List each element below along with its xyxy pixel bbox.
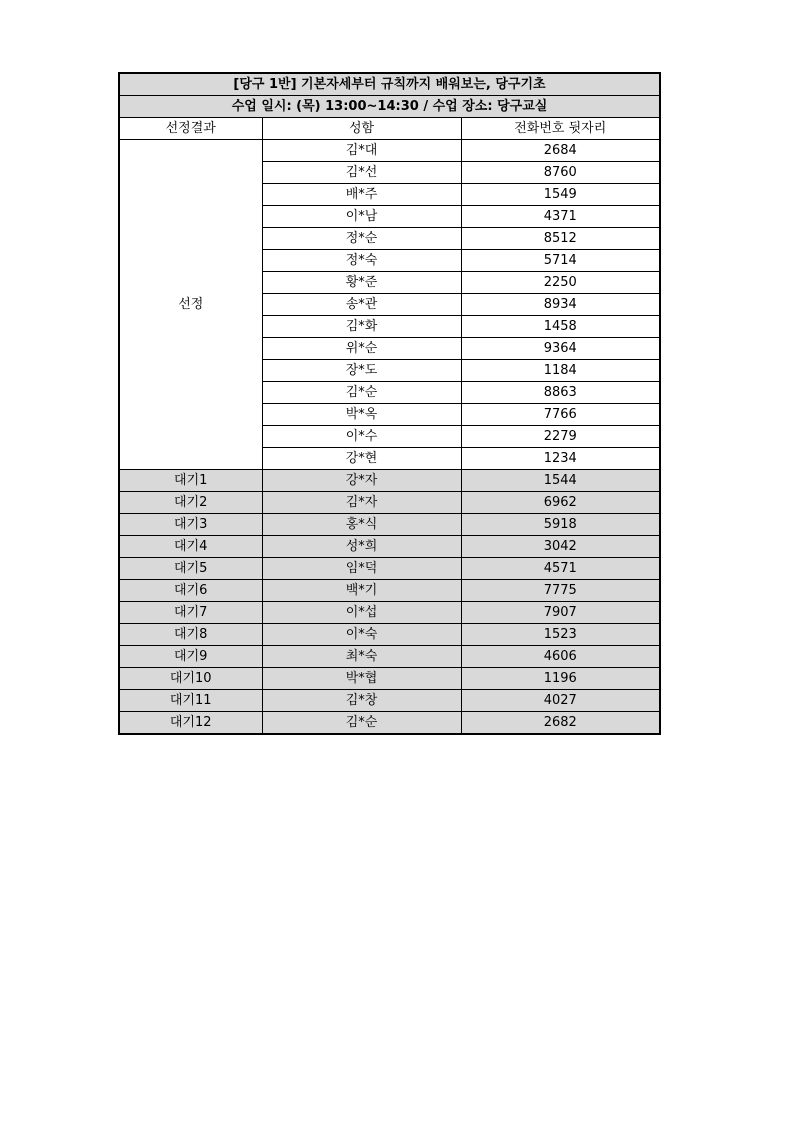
phone-last-digits: 1523 [461, 624, 660, 646]
selection-results-table [118, 72, 661, 735]
table-row [119, 602, 660, 624]
participant-name: 최*숙 [262, 646, 461, 668]
waitlist-rank: 대기12 [119, 712, 262, 735]
participant-name: 배*주 [262, 184, 461, 206]
waitlist-rank: 대기1 [119, 470, 262, 492]
phone-last-digits: 4371 [461, 206, 660, 228]
phone-last-digits: 4027 [461, 690, 660, 712]
phone-last-digits: 1549 [461, 184, 660, 206]
participant-name: 정*순 [262, 228, 461, 250]
column-header-result: 선정결과 [119, 118, 262, 140]
participant-name: 김*화 [262, 316, 461, 338]
participant-name: 홍*식 [262, 514, 461, 536]
participant-name: 이*숙 [262, 624, 461, 646]
column-header-row [119, 118, 660, 140]
participant-name: 이*수 [262, 426, 461, 448]
waitlist-rank: 대기4 [119, 536, 262, 558]
waitlist-rank: 대기3 [119, 514, 262, 536]
table-row [119, 536, 660, 558]
phone-last-digits: 7766 [461, 404, 660, 426]
waitlist-rank: 대기8 [119, 624, 262, 646]
column-header-name: 성함 [262, 118, 461, 140]
participant-name: 박*옥 [262, 404, 461, 426]
table-title: [당구 1반] 기본자세부터 규칙까지 배워보는, 당구기초 [119, 73, 660, 96]
phone-last-digits: 3042 [461, 536, 660, 558]
table-row [119, 712, 660, 735]
table-row [119, 514, 660, 536]
participant-name: 박*협 [262, 668, 461, 690]
participant-name: 김*대 [262, 140, 461, 162]
table-row [119, 668, 660, 690]
participant-name: 정*숙 [262, 250, 461, 272]
phone-last-digits: 2682 [461, 712, 660, 735]
phone-last-digits: 4606 [461, 646, 660, 668]
phone-last-digits: 2279 [461, 426, 660, 448]
waitlist-rank: 대기9 [119, 646, 262, 668]
participant-name: 김*자 [262, 492, 461, 514]
phone-last-digits: 7907 [461, 602, 660, 624]
phone-last-digits: 5918 [461, 514, 660, 536]
participant-name: 백*기 [262, 580, 461, 602]
phone-last-digits: 1458 [461, 316, 660, 338]
phone-last-digits: 8512 [461, 228, 660, 250]
phone-last-digits: 1196 [461, 668, 660, 690]
table-row [119, 690, 660, 712]
phone-last-digits: 1184 [461, 360, 660, 382]
table-row [119, 140, 660, 162]
participant-name: 임*덕 [262, 558, 461, 580]
table-subtitle-row [119, 96, 660, 118]
waitlist-rank: 대기11 [119, 690, 262, 712]
participant-name: 황*준 [262, 272, 461, 294]
table-row [119, 624, 660, 646]
participant-name: 송*관 [262, 294, 461, 316]
participant-name: 김*창 [262, 690, 461, 712]
waitlist-rank: 대기2 [119, 492, 262, 514]
phone-last-digits: 2250 [461, 272, 660, 294]
waitlist-rank: 대기10 [119, 668, 262, 690]
waitlist-rank: 대기5 [119, 558, 262, 580]
class-schedule-info: 수업 일시: (목) 13:00~14:30 / 수업 장소: 당구교실 [119, 96, 660, 118]
column-header-phone: 전화번호 뒷자리 [461, 118, 660, 140]
table-row [119, 646, 660, 668]
participant-name: 강*자 [262, 470, 461, 492]
participant-name: 위*순 [262, 338, 461, 360]
waitlist-rank: 대기7 [119, 602, 262, 624]
table-title-row [119, 73, 660, 96]
participant-name: 성*희 [262, 536, 461, 558]
phone-last-digits: 8934 [461, 294, 660, 316]
table-row [119, 558, 660, 580]
participant-name: 김*순 [262, 712, 461, 735]
participant-name: 이*남 [262, 206, 461, 228]
phone-last-digits: 6962 [461, 492, 660, 514]
phone-last-digits: 4571 [461, 558, 660, 580]
participant-name: 이*섭 [262, 602, 461, 624]
phone-last-digits: 8760 [461, 162, 660, 184]
participant-name: 김*선 [262, 162, 461, 184]
phone-last-digits: 1234 [461, 448, 660, 470]
table-row [119, 580, 660, 602]
table-row [119, 492, 660, 514]
selected-group-label: 선정 [119, 140, 262, 470]
participant-name: 김*순 [262, 382, 461, 404]
waitlist-rank: 대기6 [119, 580, 262, 602]
participant-name: 장*도 [262, 360, 461, 382]
phone-last-digits: 8863 [461, 382, 660, 404]
table-row [119, 470, 660, 492]
phone-last-digits: 5714 [461, 250, 660, 272]
phone-last-digits: 1544 [461, 470, 660, 492]
phone-last-digits: 2684 [461, 140, 660, 162]
phone-last-digits: 7775 [461, 580, 660, 602]
participant-name: 강*현 [262, 448, 461, 470]
phone-last-digits: 9364 [461, 338, 660, 360]
